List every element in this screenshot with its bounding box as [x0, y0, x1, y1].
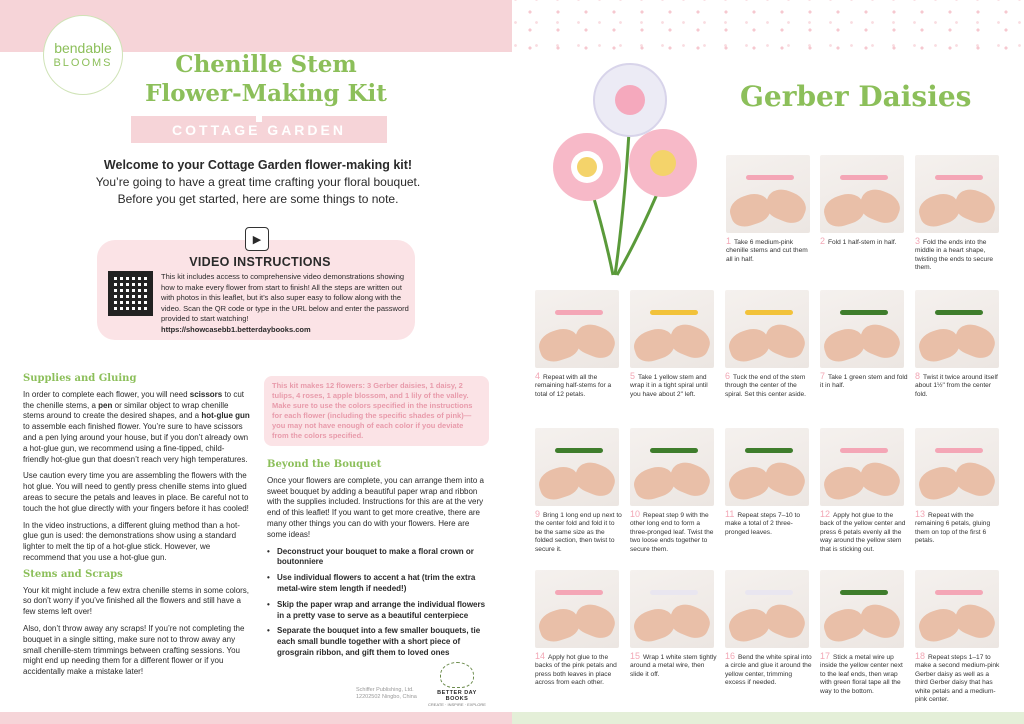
- step-number: 5: [630, 371, 636, 381]
- tree-icon: [440, 662, 474, 688]
- step-5-photo: [630, 290, 714, 368]
- step-6-photo: [725, 290, 809, 368]
- step-16-caption: [725, 652, 813, 688]
- step-text: Take 1 green stem and fold it in half.: [820, 374, 908, 390]
- step-14-photo: [535, 570, 619, 648]
- supplies-paragraph-3: In the video instructions, a different gluing method than a hot-glue gun is used: the demonstrations show using a standard lighter to melt the tip of a hot-glue stick. However, we recommend that you use a hot-glue gun.: [23, 520, 240, 562]
- step-1-photo: [726, 155, 810, 233]
- supplies-paragraph-2: Use caution every time you are assembling the flowers with the hot glue. You will need to gently press chenille stems into glued areas to secure the petals and leaves in place. Be careful not to touch the hot glue directly with your fingers before it has cooled!: [23, 471, 249, 513]
- better-day-books-logo: [426, 662, 488, 707]
- step-number: 9: [535, 509, 541, 519]
- supplies-heading: Supplies and Gluing: [23, 373, 137, 384]
- stems-paragraph-1: Your kit might include a few extra chenille stems in some colors, so don’t worry if you’ve finished all the flowers and still have a few stems left over!: [23, 585, 250, 617]
- video-title: VIDEO INSTRUCTIONS: [189, 255, 331, 269]
- step-14-caption: [535, 652, 623, 688]
- step-number: 1: [726, 236, 732, 246]
- welcome-line-3: Before you get started, here are some things to note.: [117, 192, 399, 206]
- publisher-info: [356, 687, 417, 701]
- step-3-photo: [915, 155, 999, 233]
- video-description: This kit includes access to comprehensive video demonstrations showing how to make every flower from start to finish! All the steps are written out with photos in this leaflet, but it’s also super easy to follow along with the video. Scan the QR code or type in the URL below and enter the password provided to start watching!: [161, 272, 409, 323]
- step-number: 3: [915, 236, 921, 246]
- idea-item: • Skip the paper wrap and arrange the individual flowers in a pretty vase to serve as a beautiful centerpiece: [267, 600, 490, 622]
- welcome-line-2: You’re going to have a great time crafting your floral bouquet.: [95, 175, 421, 189]
- step-5-caption: [630, 372, 718, 399]
- step-text: Fold 1 half-stem in half.: [828, 239, 897, 246]
- supplies-paragraph-1: In order to complete each flower, you will need scissors to cut the chenille stems, a pen or similar object to wrap chenille stems around to create the desired shapes, and a hot-glue gun to assemble each finished flower. You’re sure to have scissors and a pen lying around your house, but if you don’t already own a hot-glue gun, we recommend using a fine-tipped, child-friendly hot-glue gun that doesn’t reach very high temperatures.: [23, 389, 250, 464]
- step-number: 10: [630, 509, 641, 519]
- step-2-photo: [820, 155, 904, 233]
- step-text: Fold the ends into the middle in a heart shape, twisting the ends to secure them.: [915, 239, 994, 272]
- step-text: Tuck the end of the stem through the center of the spiral. Set this center aside.: [725, 374, 806, 398]
- step-9-photo: [535, 428, 619, 506]
- cottage-garden-banner: COTTAGE GARDEN: [131, 116, 387, 143]
- step-text: Repeat step 9 with the other long end to form a three-pronged leaf. Twist the two loose ends together to secure them.: [630, 512, 714, 553]
- step-number: 12: [820, 509, 831, 519]
- step-number: 6: [725, 371, 731, 381]
- idea-item: • Deconstruct your bouquet to make a floral crown or boutonniere: [267, 547, 490, 569]
- welcome-heading: Welcome to your Cottage Garden flower-making kit!: [103, 158, 413, 172]
- sprinkle-pattern: [512, 0, 1024, 60]
- step-12-photo: [820, 428, 904, 506]
- step-text: Repeat with the remaining 6 petals, gluing them on top of the first 6 petals.: [915, 512, 991, 545]
- step-4-photo: [535, 290, 619, 368]
- step-text: Bend the white spiral into a circle and glue it around the yellow center, trimming excess if needed.: [725, 654, 812, 687]
- logo-line-1: bendable: [54, 40, 112, 56]
- step-number: 11: [725, 509, 735, 519]
- step-9-caption: [535, 510, 623, 554]
- step-number: 2: [820, 236, 826, 246]
- step-text: Repeat steps 1–17 to make a second medium-pink Gerber daisy as well as a third Gerber daisy that has white petals and a medium-pink center.: [915, 654, 1000, 704]
- step-3-caption: [915, 237, 1003, 273]
- step-12-caption: [820, 510, 908, 554]
- step-18-photo: [915, 570, 999, 648]
- step-number: 8: [915, 371, 921, 381]
- step-text: Apply hot glue to the back of the yellow center and press 6 petals evenly all the way around the yellow stem that is sticking out.: [820, 512, 906, 553]
- step-text: Apply hot glue to the backs of the pink petals and press both leaves in place across from each other.: [535, 654, 617, 687]
- step-number: 14: [535, 651, 546, 661]
- step-number: 18: [915, 651, 926, 661]
- pub-logo-name: BETTER DAY BOOKS: [437, 690, 477, 702]
- welcome-text: [60, 157, 456, 208]
- step-18-caption: [915, 652, 1003, 704]
- kit-title: Chenille Stem Flower-Making Kit: [145, 51, 387, 107]
- step-text: Take 6 medium-pink chenille stems and cut them all in half.: [726, 239, 808, 263]
- stems-paragraph-2: Also, don’t throw away any scraps! If you’re not completing the bouquet in a single sitting, make sure not to throw away any small chenille-stem trimmings between crafting sessions. You might end up needing them for a different flower or if you accidentally make a mistake later!: [23, 623, 245, 677]
- step-text: Stick a metal wire up inside the yellow center next to the leaf ends, then wrap with green floral tape all the way to the bottom.: [820, 654, 903, 695]
- step-number: 16: [725, 651, 736, 661]
- step-number: 13: [915, 509, 926, 519]
- pub-logo-tagline: CREATE · INSPIRE · EXPLORE: [428, 702, 486, 707]
- step-text: Repeat with all the remaining half-stems for a total of 12 petals.: [535, 374, 612, 398]
- step-2-caption: [820, 237, 908, 247]
- step-1-caption: [726, 237, 814, 264]
- step-13-photo: [915, 428, 999, 506]
- step-15-photo: [630, 570, 714, 648]
- step-13-caption: [915, 510, 1003, 546]
- publisher-line-1: Schiffer Publishing, Ltd.: [356, 687, 414, 693]
- step-7-caption: [820, 372, 908, 391]
- step-10-photo: [630, 428, 714, 506]
- video-device-icon: ▶: [245, 227, 269, 251]
- right-footer-bar: [512, 712, 1024, 724]
- step-7-photo: [820, 290, 904, 368]
- step-16-photo: [725, 570, 809, 648]
- step-4-caption: [535, 372, 623, 399]
- kit-contents-note: This kit makes 12 flowers: 3 Gerber daisies, 1 daisy, 2 tulips, 4 roses, 1 apple blossom, and 1 lily of the valley. Make sure to use the colors specified in the instructions for each flower (including the specific shades of pink)—you may not have enough of each color if you deviate from the colors specified.: [264, 376, 489, 446]
- stems-heading: Stems and Scraps: [23, 568, 123, 580]
- step-text: Twist it twice around itself about 1½" from the center fold.: [915, 374, 998, 398]
- step-11-photo: [725, 428, 809, 506]
- logo-line-2: BLOOMS: [53, 57, 113, 69]
- step-8-caption: [915, 372, 1003, 399]
- qr-code-icon[interactable]: [108, 271, 153, 316]
- step-8-photo: [915, 290, 999, 368]
- step-text: Bring 1 long end up next to the center fold and fold it to be the same size as the folded section, then twist to secure it.: [535, 512, 622, 553]
- step-number: 17: [820, 651, 831, 661]
- step-number: 15: [630, 651, 641, 661]
- beyond-column: [267, 460, 490, 664]
- step-11-caption: [725, 510, 813, 537]
- left-footer-bar: [0, 712, 512, 724]
- pink-daisy-right: [629, 129, 697, 197]
- step-text: Wrap 1 white stem tightly around a metal wire, then slide it off.: [630, 654, 717, 678]
- pink-daisy-left: [553, 133, 621, 201]
- idea-item: • Use individual flowers to accent a hat (trim the extra metal-wire stem length if needed!): [267, 573, 490, 595]
- step-17-caption: [820, 652, 908, 696]
- bendable-blooms-logo: [43, 15, 123, 95]
- beyond-paragraph: Once your flowers are complete, you can arrange them into a sweet bouquet by adding a beautiful paper wrap and ribbon with the supplies included. Instructions for this are at the very end of this leaflet! If you want to get more creative, there are many other things you can do with your flowers. Here are some ideas!: [267, 475, 484, 539]
- step-number: 4: [535, 371, 541, 381]
- step-10-caption: [630, 510, 718, 554]
- bouquet-photo: [545, 55, 715, 280]
- step-number: 7: [820, 371, 826, 381]
- ideas-list: [267, 547, 490, 659]
- idea-item: • Separate the bouquet into a few smaller bouquets, tie each small bundle together with a short piece of grosgrain ribbon, and gift them to loved ones: [267, 626, 490, 658]
- step-15-caption: [630, 652, 718, 679]
- white-daisy: [594, 64, 666, 136]
- publisher-line-2: 12202502 Ningbo, China: [356, 694, 417, 700]
- gerber-daisies-title: Gerber Daisies: [740, 80, 972, 113]
- step-text: Take 1 yellow stem and wrap it in a tight spiral until you have about 2" left.: [630, 374, 708, 398]
- left-column: [23, 374, 250, 684]
- step-text: Repeat steps 7–10 to make a total of 2 three-pronged leaves.: [725, 512, 801, 536]
- beyond-heading: Beyond the Bouquet: [267, 459, 382, 470]
- step-6-caption: [725, 372, 813, 399]
- step-17-photo: [820, 570, 904, 648]
- video-url-link[interactable]: https://showcasebb1.betterdaybooks.com: [161, 325, 311, 334]
